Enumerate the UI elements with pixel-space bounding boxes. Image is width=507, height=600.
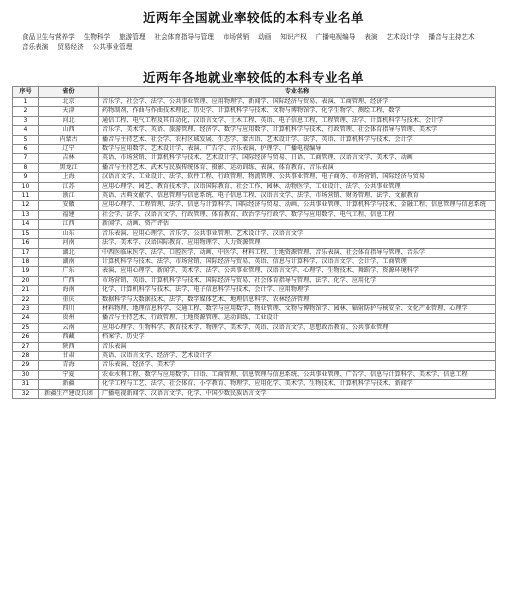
row-province: 辽宁 bbox=[39, 145, 99, 154]
table-row bbox=[13, 201, 496, 210]
table-row bbox=[13, 192, 496, 201]
row-province: 新疆生产建设兵团 bbox=[39, 389, 99, 398]
row-majors: 播音与主持艺术、行政管理、土地资源管理、运动训练、工业设计 bbox=[99, 314, 496, 323]
row-number: 31 bbox=[13, 380, 39, 389]
table-row bbox=[13, 229, 496, 238]
national-major-item: 动画 bbox=[258, 33, 272, 41]
row-number: 32 bbox=[13, 389, 39, 398]
table-header-row bbox=[13, 87, 496, 98]
row-number: 7 bbox=[13, 154, 39, 163]
row-majors: 化学工程与工艺、法学、社会体育、小学教育、物理学、应用化学、美术学、生物技术、计算机科学与技术、新闻学 bbox=[99, 380, 496, 389]
table-row bbox=[13, 304, 496, 313]
row-province: 湖北 bbox=[39, 248, 99, 257]
row-majors: 新闻学、动画、资产评估 bbox=[99, 220, 496, 229]
row-province: 上海 bbox=[39, 173, 99, 182]
row-majors: 音乐表演、经济学、美术学 bbox=[99, 361, 496, 370]
row-number: 22 bbox=[13, 295, 39, 304]
national-major-item: 公共事业管理 bbox=[92, 43, 133, 51]
row-province: 江西 bbox=[39, 220, 99, 229]
table-row bbox=[13, 98, 496, 107]
row-majors: 广播电视新闻学、汉语言文学、化学、中国少数民族语言文学 bbox=[99, 389, 496, 398]
row-number: 4 bbox=[13, 126, 39, 135]
row-number: 19 bbox=[13, 267, 39, 276]
row-majors: 播音与主持艺术、武术与民族传统体育、摄影、运动训练、表演、体育教育、音乐表演 bbox=[99, 163, 496, 172]
row-province: 湖南 bbox=[39, 257, 99, 266]
row-province: 新疆 bbox=[39, 380, 99, 389]
row-number: 14 bbox=[13, 220, 39, 229]
row-majors: 数学与应用数学、艺术设计学、表演、广告学、音乐表演、护理学、广播电视编导 bbox=[99, 145, 496, 154]
row-province: 河南 bbox=[39, 239, 99, 248]
row-majors: 音乐表演、应用心理学、音乐学、公共事业管理、艺术设计学、汉语言文学 bbox=[99, 229, 496, 238]
table-row bbox=[13, 107, 496, 116]
row-province: 贵州 bbox=[39, 314, 99, 323]
row-number: 9 bbox=[13, 173, 39, 182]
row-number: 27 bbox=[13, 342, 39, 351]
table-row bbox=[13, 370, 496, 379]
regional-majors-table bbox=[12, 86, 496, 399]
row-number: 28 bbox=[13, 351, 39, 360]
table-row bbox=[13, 173, 496, 182]
row-majors: 汉语言文学、工业设计、法学、软件工程、行政管理、物流管理、公共事业管理、电子商务、市场营销、国际经济与贸易 bbox=[99, 173, 496, 182]
row-majors: 法学、美术学、汉语国际教育、应用物理学、人力资源管理 bbox=[99, 239, 496, 248]
national-major-item: 表演 bbox=[364, 33, 378, 41]
table-row bbox=[13, 276, 496, 285]
row-province: 天津 bbox=[39, 107, 99, 116]
row-province: 内蒙古 bbox=[39, 135, 99, 144]
table-row bbox=[13, 154, 496, 163]
row-number: 12 bbox=[13, 201, 39, 210]
header-province: 省份 bbox=[39, 87, 99, 98]
row-majors: 药物制剂、作曲与作曲技术理论、历史学、计算机科学与技术、文物与博物馆学、化学生物学、测绘工程、数学 bbox=[99, 107, 496, 116]
national-major-item: 贸易经济 bbox=[57, 43, 84, 51]
row-number: 21 bbox=[13, 286, 39, 295]
row-province: 吉林 bbox=[39, 154, 99, 163]
table-row bbox=[13, 361, 496, 370]
table-row bbox=[13, 116, 496, 125]
row-majors: 化学、计算机科学与技术、法学、电子信息科学与技术、会计学、应用物理学 bbox=[99, 286, 496, 295]
table-row bbox=[13, 248, 496, 257]
table-row bbox=[13, 314, 496, 323]
row-majors: 中西医临床医学、法学、口腔医学、动画、中医学、材料工程、土地资源管理、音乐表演、社会体育指导与管理、音乐学 bbox=[99, 248, 496, 257]
row-number: 24 bbox=[13, 314, 39, 323]
national-major-item: 音乐表演 bbox=[22, 43, 49, 51]
row-province: 安徽 bbox=[39, 201, 99, 210]
row-number: 17 bbox=[13, 248, 39, 257]
row-majors: 音乐学、社会学、法学、公共事业管理、应用物理学、新闻学、国际经济与贸易、表演、工商管理、经济学 bbox=[99, 98, 496, 107]
row-number: 3 bbox=[13, 116, 39, 125]
row-majors: 应用心理学、生物科学、教育技术学、物理学、美术学、英语、汉语言文学、思想政治教育、公共事业管理 bbox=[99, 323, 496, 332]
row-number: 15 bbox=[13, 229, 39, 238]
table-row bbox=[13, 163, 496, 172]
row-number: 16 bbox=[13, 239, 39, 248]
table-row bbox=[13, 351, 496, 360]
table-row bbox=[13, 286, 496, 295]
row-province: 青海 bbox=[39, 361, 99, 370]
table-row bbox=[13, 210, 496, 219]
national-list-title: 近两年全国就业率较低的本科专业名单 bbox=[142, 10, 364, 25]
national-major-item: 社会体育指导与管理 bbox=[154, 33, 214, 41]
table-row bbox=[13, 135, 496, 144]
header-number: 序号 bbox=[13, 87, 39, 98]
row-majors: 市场营销、英语、计算机科学与技术、国际经济与贸易、社会体育指导与管理、法学、化学、应用化学 bbox=[99, 276, 496, 285]
row-province: 山西 bbox=[39, 126, 99, 135]
row-number: 25 bbox=[13, 323, 39, 332]
table-row bbox=[13, 380, 496, 389]
row-number: 18 bbox=[13, 257, 39, 266]
row-province: 山东 bbox=[39, 229, 99, 238]
row-province: 福建 bbox=[39, 210, 99, 219]
row-number: 26 bbox=[13, 333, 39, 342]
row-province: 北京 bbox=[39, 98, 99, 107]
row-majors: 社会学、法学、汉语言文学、行政管理、体育教育、政治学与行政学、数学与应用数学、电气工程、信息工程 bbox=[99, 210, 496, 219]
row-number: 8 bbox=[13, 163, 39, 172]
table-row bbox=[13, 145, 496, 154]
row-majors: 音乐表演 bbox=[99, 342, 496, 351]
row-province: 云南 bbox=[39, 323, 99, 332]
row-province: 四川 bbox=[39, 304, 99, 313]
national-major-item: 播音与主持艺术 bbox=[428, 33, 475, 41]
row-majors: 音乐学、美术学、英语、旅游管理、经济学、数学与应用数学、计算机科学与技术、行政管理、社会体育指导与管理、美术学 bbox=[99, 126, 496, 135]
table-row bbox=[13, 389, 496, 398]
national-major-item: 市场营销 bbox=[222, 33, 250, 41]
row-number: 5 bbox=[13, 135, 39, 144]
row-majors: 通信工程、电气工程及其自动化、汉语言文学、土木工程、英语、电子信息工程、工程管理、法学、计算机科学与技术、会计学 bbox=[99, 116, 496, 125]
row-province: 广东 bbox=[39, 267, 99, 276]
row-province: 广西 bbox=[39, 276, 99, 285]
row-province: 重庆 bbox=[39, 295, 99, 304]
row-province: 河北 bbox=[39, 116, 99, 125]
table-row bbox=[13, 182, 496, 191]
row-majors: 档案学、历史学 bbox=[99, 333, 496, 342]
row-province: 海南 bbox=[39, 286, 99, 295]
row-province: 西藏 bbox=[39, 333, 99, 342]
row-number: 20 bbox=[13, 276, 39, 285]
row-majors: 材料物理、地理信息科学、交通工程、数学与应用数学、物业管理、文物与博物馆学、园林、辐射防护与核安全、文化产业管理、心理学 bbox=[99, 304, 496, 313]
national-majors-list bbox=[22, 32, 490, 52]
row-province: 浙江 bbox=[39, 192, 99, 201]
row-majors: 农业水利工程、数学与应用数学、日语、工商管理、信息管理与信息系统、公共事业管理、广告学、信息与计算科学、美术学、信息工程 bbox=[99, 370, 496, 379]
row-province: 黑龙江 bbox=[39, 163, 99, 172]
row-majors: 英语、市场营销、计算机科学与技术、艺术设计学、国际经济与贸易、日语、工商管理、汉语言文学、美术学、动画 bbox=[99, 154, 496, 163]
row-province: 江苏 bbox=[39, 182, 99, 191]
regional-table-title: 近两年各地就业率较低的本科专业名单 bbox=[142, 70, 364, 85]
row-number: 1 bbox=[13, 98, 39, 107]
table-row bbox=[13, 239, 496, 248]
row-number: 6 bbox=[13, 145, 39, 154]
table-row bbox=[13, 267, 496, 276]
national-major-item: 知识产权 bbox=[280, 33, 307, 41]
header-majors: 专业名称 bbox=[99, 87, 496, 98]
national-major-item: 艺术设计学 bbox=[386, 33, 420, 41]
row-majors: 英语、汉语言文学、经济学、艺术设计学 bbox=[99, 351, 496, 360]
table-row bbox=[13, 220, 496, 229]
row-number: 30 bbox=[13, 370, 39, 379]
table-row bbox=[13, 342, 496, 351]
table-row bbox=[13, 295, 496, 304]
national-major-item: 食品卫生与营养学 bbox=[22, 33, 75, 41]
national-major-item: 广播电视编导 bbox=[315, 33, 356, 41]
row-majors: 英语、古典文献学、信息管理与信息系统、电子信息工程、汉语言文学、法学、市场营销、财务管理、法学、文献教育 bbox=[99, 192, 496, 201]
row-majors: 表演、应用心理学、新闻学、美术学、法学、公共事业管理、汉语言文学、心理学、生物技术、舞蹈学、资源环境科学 bbox=[99, 267, 496, 276]
row-number: 23 bbox=[13, 304, 39, 313]
row-number: 2 bbox=[13, 107, 39, 116]
table-row bbox=[13, 257, 496, 266]
row-majors: 应用心理学、园艺、教育技术学、汉语国际教育、社会工作、园林、动物医学、工业设计、法学、公共事业管理 bbox=[99, 182, 496, 191]
row-number: 13 bbox=[13, 210, 39, 219]
national-major-item: 生物科学 bbox=[83, 33, 111, 41]
row-number: 11 bbox=[13, 192, 39, 201]
table-row bbox=[13, 323, 496, 332]
row-province: 宁夏 bbox=[39, 370, 99, 379]
table-row bbox=[13, 333, 496, 342]
row-province: 陕西 bbox=[39, 342, 99, 351]
row-number: 29 bbox=[13, 361, 39, 370]
table-row bbox=[13, 126, 496, 135]
national-major-item: 旅游管理 bbox=[119, 33, 146, 41]
row-number: 10 bbox=[13, 182, 39, 191]
row-majors: 应用心理学、工程管理、法学、信息与计算科学、国际经济与贸易、动画、公共事业管理、计算机科学与技术、金融工程、信息管理与信息系统 bbox=[99, 201, 496, 210]
row-majors: 计算机科学与技术、法学、市场营销、国际经济与贸易、英语、信息与计算科学、汉语言文学、会计学、工商管理 bbox=[99, 257, 496, 266]
row-majors: 播音与主持艺术、社会学、农村区域发展、生态学、蒙古语、艺术设计学、法学、英语、计算机科学与技术、会计学 bbox=[99, 135, 496, 144]
row-province: 甘肃 bbox=[39, 351, 99, 360]
row-majors: 数据科学与大数据技术、法学、数字媒体艺术、地理信息科学、农林经济管理 bbox=[99, 295, 496, 304]
